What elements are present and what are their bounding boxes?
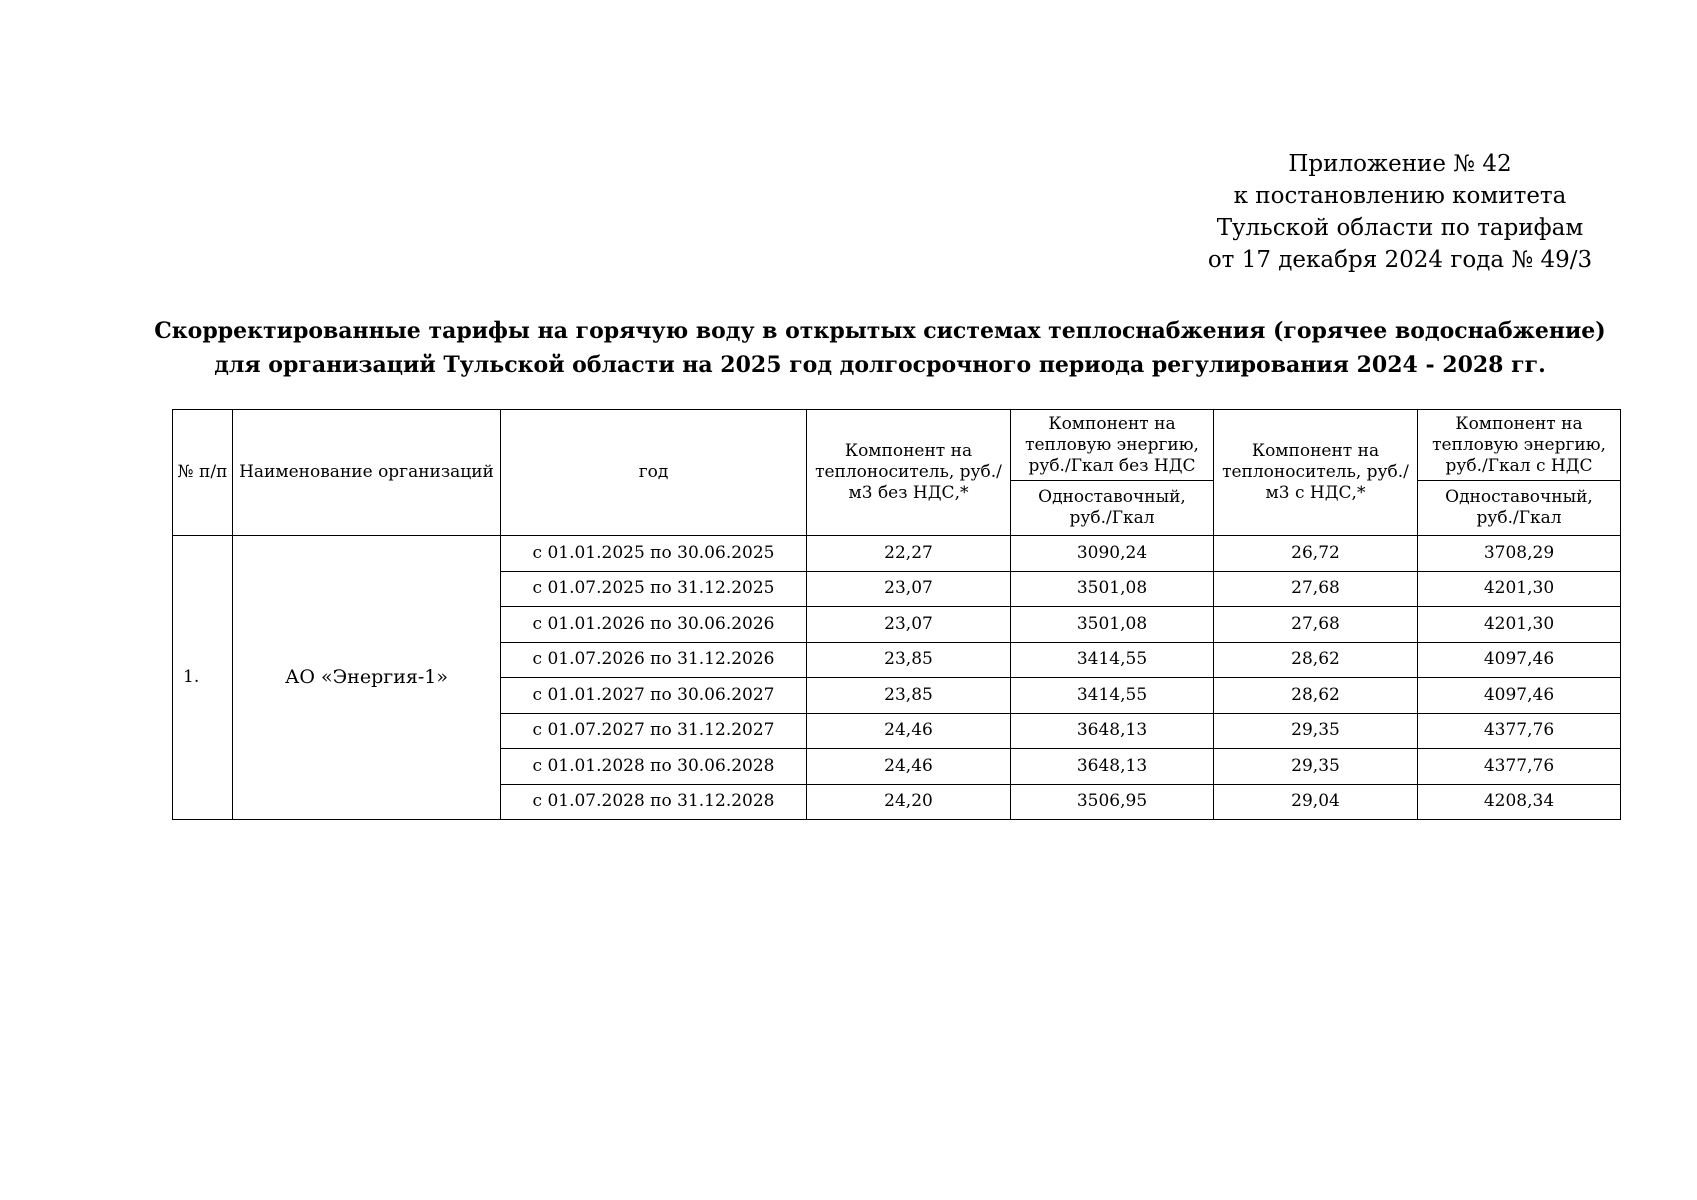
- heat-no-vat-cell: 3090,24: [1011, 536, 1214, 572]
- header-heat-no-vat-sub: Одноставочный, руб./Гкал: [1011, 481, 1214, 536]
- heat-vat-cell: 4377,76: [1418, 749, 1621, 785]
- header-heat-vat: Компонент на тепловую энергию, руб./Гкал с НДС: [1418, 410, 1621, 481]
- carrier-no-vat-cell: 23,07: [807, 571, 1011, 607]
- heat-no-vat-cell: 3506,95: [1011, 784, 1214, 820]
- appendix-date: от 17 декабря 2024 года № 49/3: [1207, 247, 1593, 273]
- header-org: Наименование организаций: [233, 410, 501, 536]
- heat-vat-cell: 4201,30: [1418, 571, 1621, 607]
- heat-vat-cell: 4097,46: [1418, 678, 1621, 714]
- table-row: [173, 536, 1621, 572]
- carrier-no-vat-cell: 23,85: [807, 642, 1011, 678]
- tariff-table: [172, 409, 1621, 820]
- heat-vat-cell: 4097,46: [1418, 642, 1621, 678]
- period-cell: с 01.01.2025 по 30.06.2025: [501, 536, 807, 572]
- heat-no-vat-cell: 3501,08: [1011, 607, 1214, 643]
- heat-no-vat-cell: 3648,13: [1011, 749, 1214, 785]
- carrier-vat-cell: 29,35: [1214, 749, 1418, 785]
- heat-vat-cell: 4208,34: [1418, 784, 1621, 820]
- carrier-no-vat-cell: 24,20: [807, 784, 1011, 820]
- period-cell: с 01.07.2027 по 31.12.2027: [501, 713, 807, 749]
- header-carrier-no-vat: Компонент на теплоноситель, руб./м3 без НДС,*: [807, 410, 1011, 536]
- heat-vat-cell: 4377,76: [1418, 713, 1621, 749]
- document-title: [150, 314, 1610, 382]
- org-name: АО «Энергия-1»: [233, 536, 501, 820]
- heat-vat-cell: 3708,29: [1418, 536, 1621, 572]
- carrier-vat-cell: 28,62: [1214, 678, 1418, 714]
- org-number: 1.: [173, 536, 233, 820]
- header-heat-vat-sub: Одноставочный, руб./Гкал: [1418, 481, 1621, 536]
- period-cell: с 01.07.2026 по 31.12.2026: [501, 642, 807, 678]
- carrier-no-vat-cell: 23,07: [807, 607, 1011, 643]
- carrier-no-vat-cell: 24,46: [807, 713, 1011, 749]
- carrier-vat-cell: 27,68: [1214, 571, 1418, 607]
- period-cell: с 01.07.2028 по 31.12.2028: [501, 784, 807, 820]
- period-cell: с 01.01.2027 по 30.06.2027: [501, 678, 807, 714]
- header-num: № п/п: [173, 410, 233, 536]
- appendix-header: [1200, 148, 1600, 276]
- header-carrier-vat: Компонент на теплоноситель, руб./м3 с НДС,*: [1214, 410, 1418, 536]
- carrier-vat-cell: 27,68: [1214, 607, 1418, 643]
- appendix-reference: к постановлению комитета: [1233, 183, 1567, 209]
- heat-no-vat-cell: 3414,55: [1011, 642, 1214, 678]
- carrier-vat-cell: 29,04: [1214, 784, 1418, 820]
- title-line-2: для организаций Тульской области на 2025 год долгосрочного периода регулирования 2024 - 2028 гг.: [214, 352, 1546, 378]
- carrier-no-vat-cell: 22,27: [807, 536, 1011, 572]
- header-heat-no-vat: Компонент на тепловую энергию, руб./Гкал без НДС: [1011, 410, 1214, 481]
- carrier-no-vat-cell: 24,46: [807, 749, 1011, 785]
- appendix-committee: Тульской области по тарифам: [1216, 215, 1584, 241]
- heat-no-vat-cell: 3501,08: [1011, 571, 1214, 607]
- carrier-vat-cell: 29,35: [1214, 713, 1418, 749]
- period-cell: с 01.01.2028 по 30.06.2028: [501, 749, 807, 785]
- heat-vat-cell: 4201,30: [1418, 607, 1621, 643]
- heat-no-vat-cell: 3648,13: [1011, 713, 1214, 749]
- header-year: год: [501, 410, 807, 536]
- appendix-number: Приложение № 42: [1288, 151, 1512, 177]
- period-cell: с 01.01.2026 по 30.06.2026: [501, 607, 807, 643]
- heat-no-vat-cell: 3414,55: [1011, 678, 1214, 714]
- period-cell: с 01.07.2025 по 31.12.2025: [501, 571, 807, 607]
- carrier-no-vat-cell: 23,85: [807, 678, 1011, 714]
- carrier-vat-cell: 28,62: [1214, 642, 1418, 678]
- title-line-1: Скорректированные тарифы на горячую воду в открытых системах теплоснабжения (горячее водоснабжение): [154, 318, 1606, 344]
- carrier-vat-cell: 26,72: [1214, 536, 1418, 572]
